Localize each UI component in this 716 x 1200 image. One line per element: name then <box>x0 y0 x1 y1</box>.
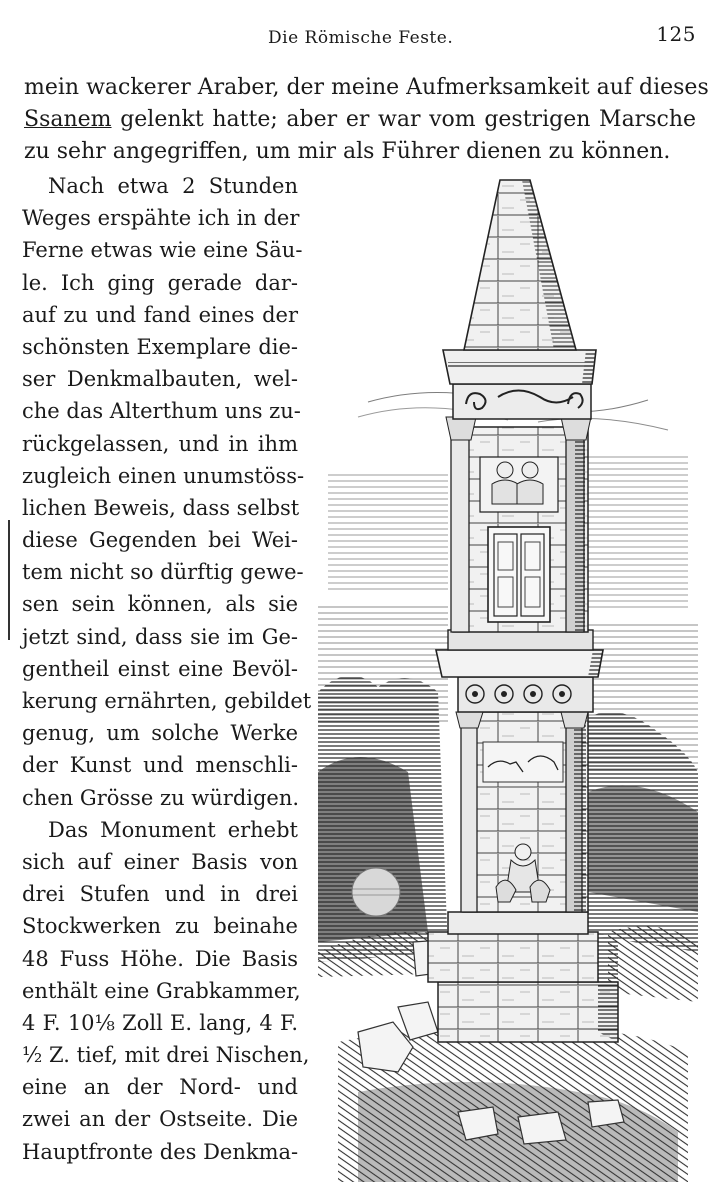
column-line: sich auf einer Basis von <box>22 849 298 874</box>
column-line: le. Ich ging gerade dar- <box>22 270 298 295</box>
column-line: Hauptfronte des Denkma- <box>22 1139 299 1164</box>
column-line: Nach etwa 2 Stunden <box>48 174 298 198</box>
column-line: diese Gegenden bei Wei- <box>22 528 298 553</box>
roman-monument-engraving-icon <box>318 172 698 1182</box>
hills-right <box>608 926 698 1002</box>
column-line: 4 F. 10⅛ Zoll E. lang, 4 F. <box>22 1010 298 1035</box>
column-line: 48 Fuss Höhe. Die Basis <box>22 946 298 971</box>
column-line: chen Grösse zu würdigen. <box>22 785 300 810</box>
intro-line-2 <box>24 104 696 136</box>
top-cornice <box>443 350 596 384</box>
monument-base <box>428 912 618 1042</box>
scroll-frieze <box>453 384 591 419</box>
column-line: ½ Z. tief, mit drei Nischen, <box>22 1043 310 1068</box>
column-line: Das Monument erhebt <box>48 817 298 842</box>
column-line: Stockwerken zu beinahe <box>22 914 298 939</box>
body-column <box>22 170 312 1168</box>
column-line: kerung ernährten, gebildet <box>22 689 312 713</box>
running-title: Die Römische Feste. <box>268 28 454 48</box>
column-line: enthält eine Grabkammer, <box>22 978 301 1003</box>
monument-lower-storey <box>456 712 588 912</box>
trees-left <box>318 676 448 962</box>
column-line: zugleich einen unumstöss- <box>22 463 305 488</box>
intro-line-1: mein wackerer Araber, der meine Aufmerksamkeit auf dieses <box>24 75 709 100</box>
column-line: drei Stufen und in drei <box>22 882 298 907</box>
column-line: lichen Beweis, dass selbst <box>22 495 300 520</box>
column-line: genug, um solche Werke <box>22 721 298 746</box>
column-line: ser Denkmalbauten, wel- <box>22 367 298 392</box>
middle-cornice <box>436 630 603 677</box>
column-line: zwei an der Ostseite. Die <box>22 1107 298 1132</box>
column-line: auf zu und fand eines der <box>22 302 298 327</box>
column-line: Ferne etwas wie eine Säu- <box>22 238 303 263</box>
column-line: schönsten Exemplare die- <box>22 334 298 359</box>
intro-line-2-rest: gelenkt hatte; aber er war vom gestrigen Marsche <box>120 107 697 132</box>
monument-upper-storey <box>446 417 591 632</box>
intro-line-3: zu sehr angegriffen, um mir als Führer dienen zu können. <box>24 139 671 164</box>
margin-pencil-mark <box>8 520 10 640</box>
column-line: jetzt sind, dass sie im Ge- <box>22 624 298 649</box>
column-line: rückgelassen, und in ihm <box>22 431 298 456</box>
column-line: che das Alterthum uns zu- <box>22 399 301 424</box>
column-line: gentheil einst eine Bevöl- <box>22 656 298 681</box>
column-line: Weges erspähte ich in der <box>22 206 300 231</box>
column-line: eine an der Nord- und <box>22 1075 298 1100</box>
page-number: 125 <box>656 22 696 46</box>
underlined-word: Ssanem <box>24 107 112 132</box>
column-line: sen sein können, als sie <box>22 592 298 617</box>
monument-pyramid <box>464 180 576 350</box>
rosette-band <box>458 677 593 712</box>
column-line: tem nicht so dürftig gewe- <box>22 560 304 585</box>
column-line: der Kunst und menschli- <box>22 753 298 778</box>
running-header <box>0 22 716 52</box>
